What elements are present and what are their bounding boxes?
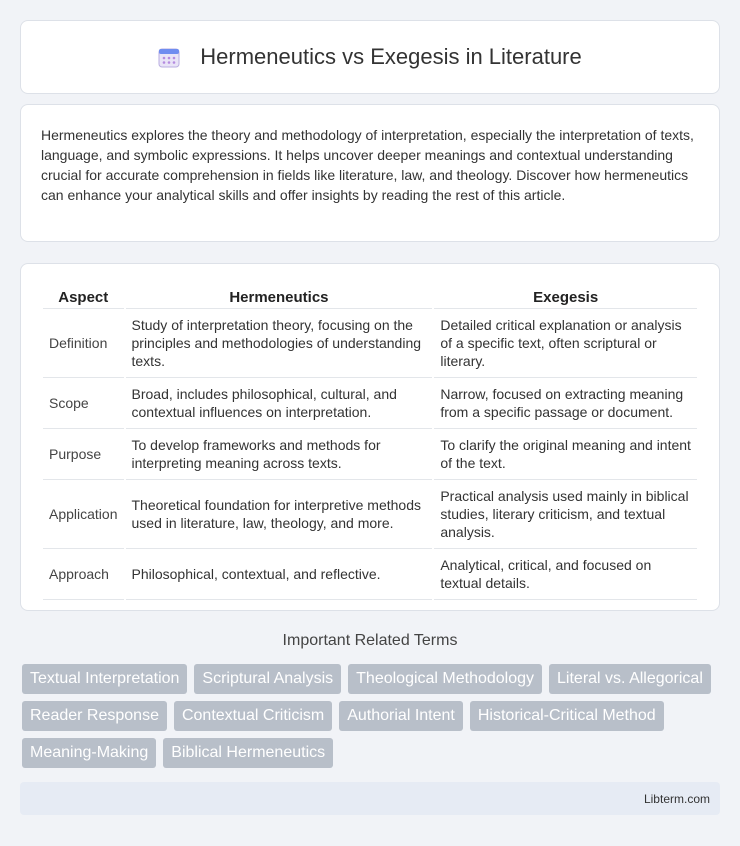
column-header: Exegesis	[434, 284, 697, 309]
aspect-cell: Application	[43, 480, 124, 549]
hermeneutics-cell: Philosophical, contextual, and reflective.	[126, 549, 433, 600]
related-term-tag[interactable]: Contextual Criticism	[174, 701, 332, 731]
aspect-cell: Purpose	[43, 429, 124, 480]
related-terms-list	[22, 664, 722, 768]
table-row	[43, 378, 697, 429]
exegesis-cell: Practical analysis used mainly in biblical studies, literary criticism, and textual analysis.	[434, 480, 697, 549]
aspect-cell: Scope	[43, 378, 124, 429]
exegesis-cell: To clarify the original meaning and intent of the text.	[434, 429, 697, 480]
page-title: Hermeneutics vs Exegesis in Literature	[200, 44, 582, 69]
table-row	[43, 549, 697, 600]
table-row	[43, 309, 697, 378]
related-terms-title: Important Related Terms	[282, 632, 458, 649]
aspect-cell: Definition	[43, 309, 124, 378]
hermeneutics-cell: To develop frameworks and methods for interpreting meaning across texts.	[126, 429, 433, 480]
exegesis-cell: Detailed critical explanation or analysis of a specific text, often scriptural or literary.	[434, 309, 697, 378]
hermeneutics-cell: Study of interpretation theory, focusing on the principles and methodologies of understanding texts.	[126, 309, 433, 378]
exegesis-cell: Analytical, critical, and focused on textual details.	[434, 549, 697, 600]
footer-site-link[interactable]: Libterm.com	[643, 792, 710, 806]
column-header: Aspect	[43, 284, 124, 309]
related-term-tag[interactable]: Biblical Hermeneutics	[163, 738, 333, 768]
header-card	[20, 20, 720, 94]
hermeneutics-cell: Theoretical foundation for interpretive methods used in literature, law, theology, and more.	[126, 480, 433, 549]
intro-text: Hermeneutics explores the theory and methodology of interpretation, especially the interpretation of texts, language, and symbolic expressions. It helps uncover deeper meanings and contextual understanding crucial for accurate comprehension in fields like literature, law, and theology. Discover how hermeneutics can enhance your analytical skills and offer insights by reading the rest of this article.	[41, 127, 694, 203]
comparison-table	[41, 284, 699, 600]
aspect-cell: Approach	[43, 549, 124, 600]
related-term-tag[interactable]: Historical-Critical Method	[470, 701, 664, 731]
intro-card	[20, 104, 720, 242]
column-header: Hermeneutics	[126, 284, 433, 309]
exegesis-cell: Narrow, focused on extracting meaning from a specific passage or document.	[434, 378, 697, 429]
calendar-icon	[158, 46, 180, 68]
related-term-tag[interactable]: Reader Response	[22, 701, 167, 731]
related-term-tag[interactable]: Textual Interpretation	[22, 664, 187, 694]
related-term-tag[interactable]: Authorial Intent	[339, 701, 463, 731]
table-row	[43, 429, 697, 480]
related-term-tag[interactable]: Meaning-Making	[22, 738, 156, 768]
table-header-row	[43, 284, 697, 309]
related-term-tag[interactable]: Theological Methodology	[348, 664, 542, 694]
hermeneutics-cell: Broad, includes philosophical, cultural, and contextual influences on interpretation.	[126, 378, 433, 429]
related-term-tag[interactable]: Scriptural Analysis	[194, 664, 341, 694]
related-term-tag[interactable]: Literal vs. Allegorical	[549, 664, 711, 694]
comparison-table-card	[20, 263, 720, 611]
table-row	[43, 480, 697, 549]
footer	[20, 782, 720, 815]
